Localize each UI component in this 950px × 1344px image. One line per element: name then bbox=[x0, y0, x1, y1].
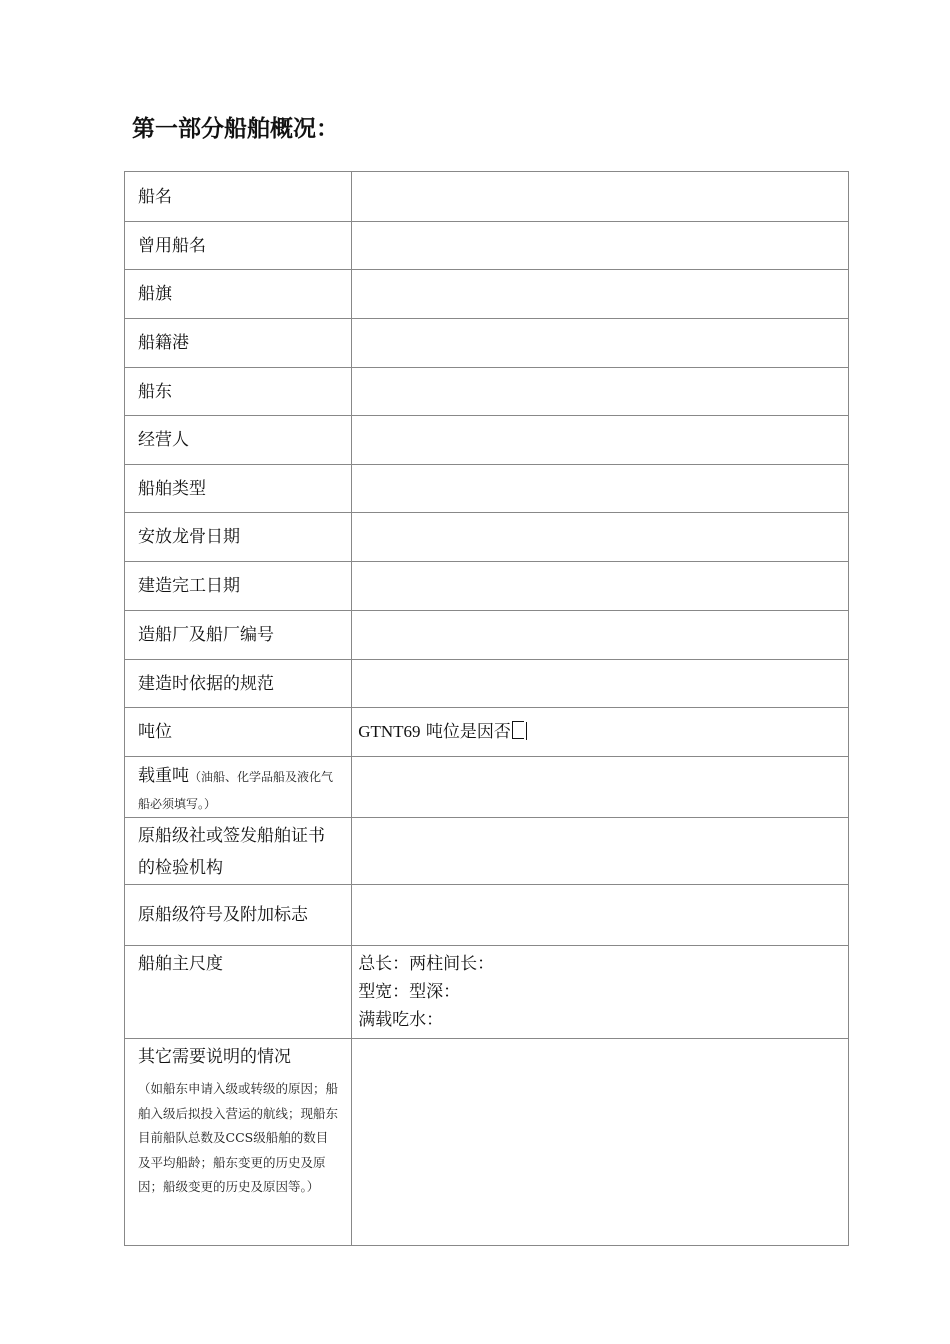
other-info-field[interactable] bbox=[352, 1039, 849, 1246]
table-row bbox=[125, 465, 849, 513]
completion-date-field[interactable] bbox=[352, 562, 849, 611]
table-row bbox=[125, 611, 849, 660]
dimensions-line-length: 总长：两柱间长： bbox=[358, 954, 495, 974]
row-label-tonnage: 吨位 bbox=[125, 708, 352, 757]
original-society-field[interactable] bbox=[352, 818, 849, 885]
keel-laying-date-field[interactable] bbox=[352, 513, 849, 562]
construction-rules-field[interactable] bbox=[352, 660, 849, 708]
table-row bbox=[125, 818, 849, 885]
row-label-owner: 船东 bbox=[125, 368, 352, 416]
table-row bbox=[125, 222, 849, 270]
deadweight-note: （油船、化学品船及液化气船必须填写。） bbox=[138, 770, 334, 811]
dimensions-line-draught: 满载吃水： bbox=[358, 1010, 444, 1030]
table-row bbox=[125, 885, 849, 946]
table-row bbox=[125, 562, 849, 611]
row-label-other-info bbox=[125, 1039, 352, 1246]
operator-field[interactable] bbox=[352, 416, 849, 465]
row-label-port-of-registry: 船籍港 bbox=[125, 319, 352, 368]
main-dimensions-field[interactable] bbox=[352, 946, 849, 1039]
table-row bbox=[125, 946, 849, 1039]
row-label-original-notation: 原船级符号及附加标志 bbox=[125, 885, 352, 946]
other-info-label: 其它需要说明的情况 bbox=[138, 1047, 291, 1067]
ship-name-field[interactable] bbox=[352, 172, 849, 222]
text-cursor-icon bbox=[526, 722, 527, 740]
row-label-construction-rules: 建造时依据的规范 bbox=[125, 660, 352, 708]
row-label-keel-laying-date: 安放龙骨日期 bbox=[125, 513, 352, 562]
row-label-completion-date: 建造完工日期 bbox=[125, 562, 352, 611]
original-notation-field[interactable] bbox=[352, 885, 849, 946]
table-row bbox=[125, 708, 849, 757]
table-row bbox=[125, 368, 849, 416]
row-label-former-name: 曾用船名 bbox=[125, 222, 352, 270]
tonnage-gtnt: GTNT69 bbox=[358, 722, 421, 741]
table-row bbox=[125, 270, 849, 319]
table-row bbox=[125, 1039, 849, 1246]
tonnage-text: 吨位是因否 bbox=[425, 722, 511, 742]
ship-overview-table bbox=[124, 171, 849, 1246]
checkbox-icon[interactable] bbox=[512, 721, 524, 739]
other-info-note: （如船东申请入级或转级的原因；船舶入级后拟投入营运的航线；现船东目前船队总数及CCS级船舶的数目及平均船龄；船东变更的历史及原因；船级变更的历史及原因等。） bbox=[138, 1081, 339, 1194]
row-label-deadweight bbox=[125, 757, 352, 818]
table-row bbox=[125, 513, 849, 562]
row-label-shipyard: 造船厂及船厂编号 bbox=[125, 611, 352, 660]
row-label-main-dimensions: 船舶主尺度 bbox=[125, 946, 352, 1039]
deadweight-field[interactable] bbox=[352, 757, 849, 818]
row-label-ship-type: 船舶类型 bbox=[125, 465, 352, 513]
table-row bbox=[125, 416, 849, 465]
table-row bbox=[125, 757, 849, 818]
flag-field[interactable] bbox=[352, 270, 849, 319]
row-label-original-society: 原船级社或签发船舶证书的检验机构 bbox=[125, 818, 352, 885]
port-of-registry-field[interactable] bbox=[352, 319, 849, 368]
tonnage-field[interactable] bbox=[352, 708, 849, 757]
deadweight-label: 载重吨 bbox=[138, 766, 189, 786]
table-row bbox=[125, 319, 849, 368]
row-label-operator: 经营人 bbox=[125, 416, 352, 465]
dimensions-line-breadth: 型宽：型深： bbox=[358, 982, 461, 1002]
former-name-field[interactable] bbox=[352, 222, 849, 270]
row-label-flag: 船旗 bbox=[125, 270, 352, 319]
ship-type-field[interactable] bbox=[352, 465, 849, 513]
owner-field[interactable] bbox=[352, 368, 849, 416]
table-row bbox=[125, 172, 849, 222]
table-row bbox=[125, 660, 849, 708]
shipyard-field[interactable] bbox=[352, 611, 849, 660]
row-label-ship-name: 船名 bbox=[125, 172, 352, 222]
page-heading: 第一部分船舶概况： bbox=[132, 116, 339, 142]
